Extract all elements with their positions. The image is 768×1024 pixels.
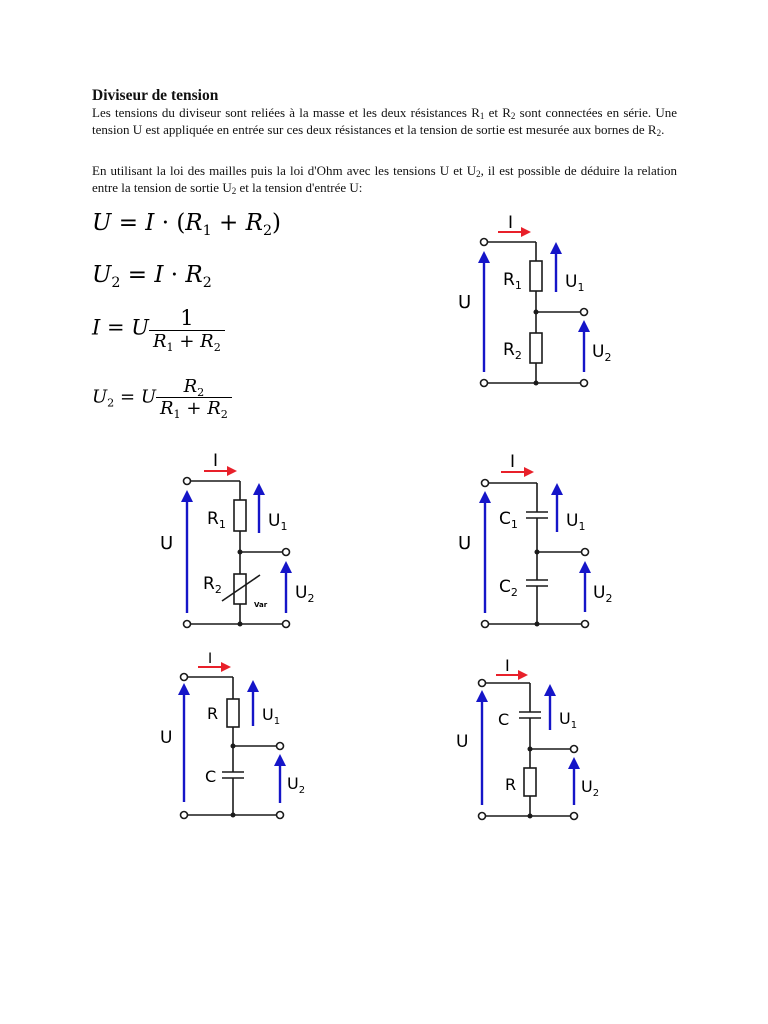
eq2-lhs-sub: 2 xyxy=(111,274,121,291)
eq2-current: I xyxy=(154,262,164,288)
bottom-component-label: C xyxy=(205,767,217,786)
eq3-lhs: I xyxy=(92,315,101,340)
junction-dot xyxy=(528,814,533,819)
para2-sub-1: 2 xyxy=(476,169,481,179)
para1-sub-2: 2 xyxy=(510,111,516,121)
circuit-rc-divider xyxy=(160,651,305,819)
variable-label: Var xyxy=(254,601,268,609)
circuit-capacitive-divider xyxy=(458,452,612,628)
current-label: I xyxy=(505,656,510,675)
para1-text-3: sont connectées en série. Une tension U est appliquée en entrée sur ces deux résistances et la tension de sortie est mesurée aux bornes de R xyxy=(92,105,677,137)
eq2-equals: = xyxy=(120,262,155,288)
para1-sub-1: 1 xyxy=(479,111,485,121)
junction-dot xyxy=(231,813,236,818)
section-heading: Diviseur de tension xyxy=(92,87,219,104)
top-component-label: $R_1$ xyxy=(207,509,226,531)
current-label: I xyxy=(510,452,516,472)
para2-text-2: , il est possible de déduire la relation entre la tension de sortie U xyxy=(92,163,677,195)
eq2-r-sub: 2 xyxy=(202,274,212,291)
junction-dot xyxy=(535,622,540,627)
top-component-label: $C_1$ xyxy=(499,509,518,531)
u1-label: $U_1$ xyxy=(566,511,586,533)
circuit-variable-resistor-divider xyxy=(160,451,314,628)
eq3-u: U xyxy=(131,315,149,340)
u2-label: $U_2$ xyxy=(295,583,315,605)
current-label: I xyxy=(508,213,514,233)
eq3-numerator: 1 xyxy=(180,306,194,330)
eq1-r2: R xyxy=(245,210,263,236)
eq3-plus: + xyxy=(173,331,201,352)
eq1-close-paren: ) xyxy=(272,210,281,236)
u1-label: $U_1$ xyxy=(559,709,578,731)
eq4-d2-sub: 2 xyxy=(220,407,228,421)
para1-text-2: et R xyxy=(484,105,511,120)
eq4-u: U xyxy=(140,386,156,408)
eq3-equals: = xyxy=(100,315,132,340)
para2-text-1: En utilisant la loi des mailles puis la loi d'Ohm avec les tensions U et U xyxy=(92,163,477,178)
u2-label: $U_2$ xyxy=(287,774,306,796)
eq4-plus: + xyxy=(180,398,208,419)
input-voltage-label: U xyxy=(456,732,469,752)
bottom-component-label: $R_2$ xyxy=(503,340,522,362)
para1-sub-3: 2 xyxy=(656,127,662,138)
eq4-d2: R xyxy=(207,398,221,419)
junction-dot xyxy=(238,622,243,627)
eq3-d2-sub: 2 xyxy=(213,340,221,354)
current-label: I xyxy=(208,651,213,667)
bottom-component-label: R xyxy=(505,775,517,794)
eq4-equals: = xyxy=(114,386,141,408)
eq1-dot: · ( xyxy=(154,210,186,236)
u1-label: $U_1$ xyxy=(262,705,281,727)
circuit-cr-divider xyxy=(456,656,599,820)
junction-dot xyxy=(534,381,539,386)
junction-dot xyxy=(528,747,533,752)
eq1-r1: R xyxy=(185,210,203,236)
para2-sub-2: 2 xyxy=(231,185,237,196)
eq1-current: I xyxy=(145,210,155,236)
junction-dot xyxy=(534,310,539,315)
eq4-lhs: U xyxy=(92,386,108,408)
u2-label: $U_2$ xyxy=(592,342,612,364)
eq3-d1-sub: 1 xyxy=(166,340,174,354)
eq4-n: R xyxy=(183,376,198,397)
input-voltage-label: U xyxy=(458,533,472,554)
eq4-d1: R xyxy=(159,398,174,419)
circuit-resistive-divider xyxy=(458,213,611,387)
eq3-d1: R xyxy=(152,331,167,352)
para1-text-4: . xyxy=(661,121,665,137)
input-voltage-label: U xyxy=(160,728,173,748)
u1-label: $U_1$ xyxy=(565,272,585,294)
eq4-d1-sub: 1 xyxy=(173,407,181,421)
top-component-label: R xyxy=(207,704,219,723)
input-voltage-label: U xyxy=(458,292,472,313)
eq1-lhs: U xyxy=(92,210,112,236)
eq2-lhs: U xyxy=(92,262,112,288)
para2-text-3: et la tension d'entrée U: xyxy=(236,179,363,195)
junction-dot xyxy=(535,550,540,555)
eq1-r1-sub: 1 xyxy=(202,222,212,239)
bottom-component-label: $R_2$ xyxy=(203,574,222,596)
input-voltage-label: U xyxy=(160,533,174,554)
junction-dot xyxy=(231,744,236,749)
eq4-n-sub: 2 xyxy=(197,385,205,399)
eq3-d2: R xyxy=(200,331,214,352)
eq1-equals: = xyxy=(111,210,146,236)
eq4-lhs-sub: 2 xyxy=(107,396,115,410)
u2-label: $U_2$ xyxy=(593,583,613,605)
eq1-r2-sub: 2 xyxy=(262,222,273,239)
para1-text-1: Les tensions du diviseur sont reliées à la masse et les deux résistances R xyxy=(92,105,480,120)
u2-label: $U_2$ xyxy=(581,777,600,799)
eq1-plus: + xyxy=(211,210,246,236)
top-component-label: C xyxy=(498,710,510,729)
eq2-r: R xyxy=(185,262,203,288)
top-component-label: $R_1$ xyxy=(503,270,522,292)
eq2-dot: · xyxy=(163,262,186,288)
bottom-component-label: $C_2$ xyxy=(499,577,518,599)
u1-label: $U_1$ xyxy=(268,511,288,533)
junction-dot xyxy=(238,550,243,555)
current-label: I xyxy=(213,451,219,471)
